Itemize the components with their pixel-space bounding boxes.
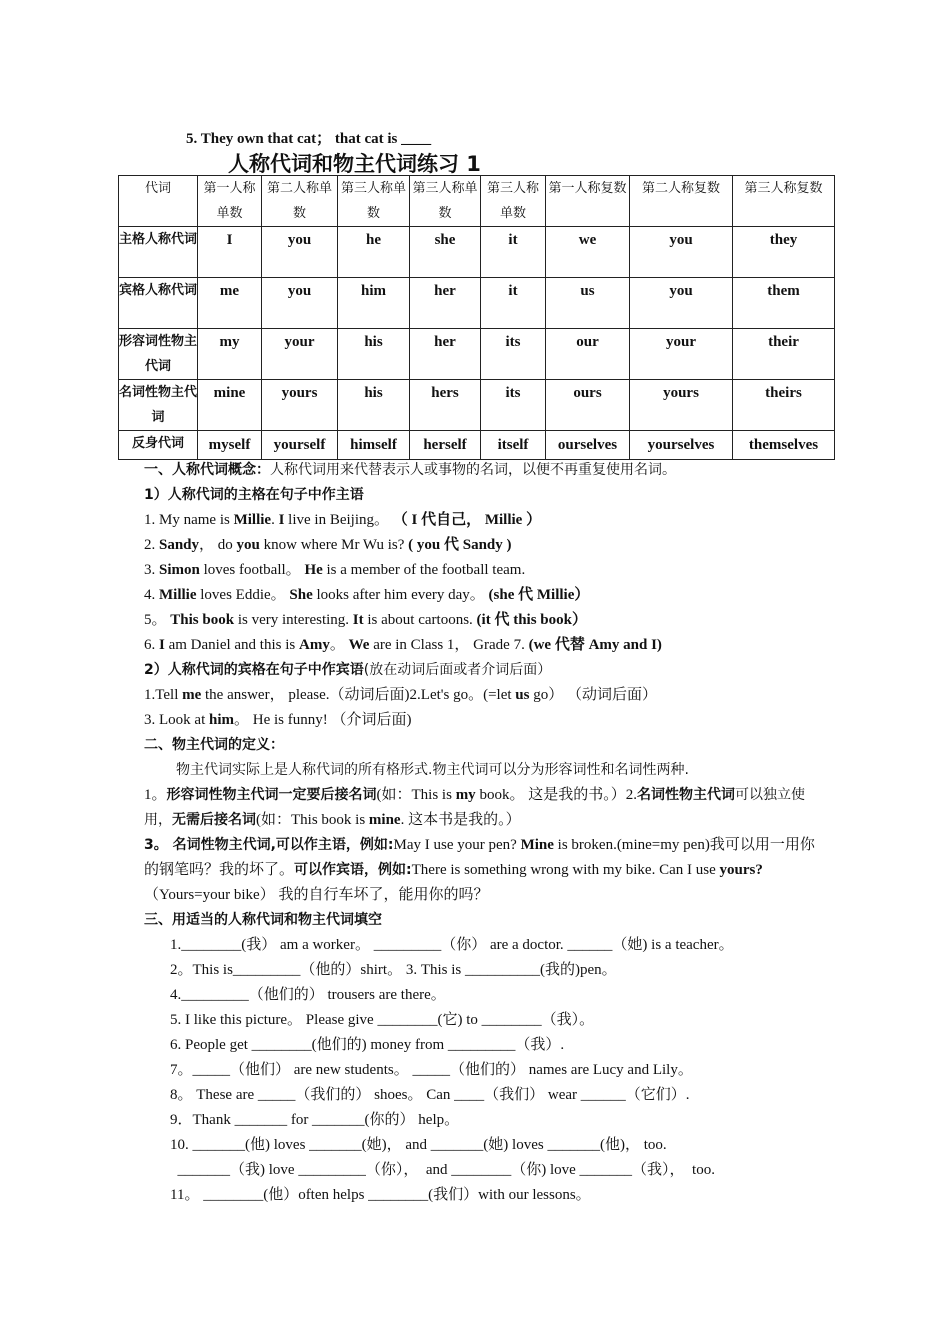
table-row (119, 380, 835, 431)
exercise-line: _______（我) love _________（你）， and ________（你) love _______（我）， too. (170, 1162, 715, 1178)
text: 3。 名词性物主代词,可以作主语，例如: (144, 837, 394, 853)
example-line (144, 508, 824, 533)
text: I (159, 637, 165, 653)
text: . (271, 512, 279, 528)
table-cell: them (733, 278, 835, 329)
table-cell: its (481, 329, 546, 380)
table-cell: I (198, 227, 262, 278)
example-line (144, 583, 824, 608)
text: (如：This book is (256, 812, 369, 828)
section3-heading: 三、用适当的人称代词和物主代词填空 (144, 912, 382, 928)
text: Sandy (159, 537, 200, 553)
text: This book (170, 612, 235, 628)
table-cell: yourself (262, 431, 338, 460)
example-line (144, 533, 824, 558)
row-label: 形容词性物主代词 (119, 329, 198, 380)
table-row (119, 431, 835, 460)
example-line (144, 633, 824, 658)
text: 4. (144, 587, 159, 603)
header-cell: 第一人称复数 (546, 176, 630, 227)
text: She (289, 587, 313, 603)
pronoun-table (118, 175, 835, 460)
exercise-line: 9．Thank _______ for _______(你的） help。 (170, 1112, 460, 1128)
text: 5。 (144, 612, 171, 628)
text: . 这本书是我的。） (400, 812, 521, 828)
table-cell: yourselves (630, 431, 733, 460)
text: Millie (159, 587, 197, 603)
text: 1. My name is (144, 512, 234, 528)
table-row (119, 329, 835, 380)
table-row (119, 278, 835, 329)
example-line (144, 683, 824, 708)
text: looks after him every day。 (312, 587, 489, 603)
table-cell: we (546, 227, 630, 278)
text: the answer， please.（动词后面)2.Let's go。(=let (201, 687, 516, 703)
text: is very interesting. (234, 612, 353, 628)
text: my (455, 787, 476, 803)
table-cell: she (410, 227, 481, 278)
example-line (144, 708, 824, 733)
table-cell: his (338, 380, 410, 431)
table-row (119, 227, 835, 278)
header-cell: 代词 (119, 176, 198, 227)
text: ( you 代 Sandy ) (408, 537, 512, 553)
text: (we 代替 Amy and I) (528, 637, 662, 653)
table-cell: himself (338, 431, 410, 460)
row-label: 名词性物主代词 (119, 380, 198, 431)
table-cell: her (410, 278, 481, 329)
text: me (182, 687, 202, 703)
text: go） （动词后面） (529, 687, 657, 703)
table-cell: him (338, 278, 410, 329)
table-cell: you (630, 278, 733, 329)
text: mine (368, 812, 401, 828)
table-cell: myself (198, 431, 262, 460)
exercise-line: 7。_____（他们） are new students。 _____（他们的） names are Lucy and Lily。 (170, 1062, 693, 1078)
example-line (144, 608, 824, 633)
text: loves football。 (199, 562, 305, 578)
exercise-line: 1.________(我） am a worker。 _________（你） are a doctor. ______（她) is a teacher。 (170, 937, 734, 953)
text: are in Class 1， Grade 7. (369, 637, 529, 653)
text: am Daniel and this is (164, 637, 299, 653)
header-cell: 第三人称单数 (481, 176, 546, 227)
table-cell: you (262, 278, 338, 329)
text: is broken.(mine=my pen)我可以用一用你的钢笔吗？我的坏了。 (144, 837, 815, 878)
row-label: 主格人称代词 (119, 227, 198, 278)
text: We (348, 637, 370, 653)
table-cell: themselves (733, 431, 835, 460)
text: 6. (144, 637, 159, 653)
table-cell: mine (198, 380, 262, 431)
table-cell: it (481, 227, 546, 278)
text: 形容词性物主代词一定要后接名词 (166, 787, 377, 803)
example-line (144, 558, 824, 583)
table-cell: itself (481, 431, 546, 460)
previous-exercise-line: 5. They own that cat； that cat is ____ (186, 131, 432, 147)
exercise-line: 4._________（他们的） trousers are there。 (170, 987, 446, 1003)
text: 1.Tell (144, 687, 183, 703)
text: (如：This is (376, 787, 456, 803)
text: 无需后接名词 (172, 812, 256, 828)
text: 3. (144, 562, 159, 578)
text: him (209, 712, 235, 728)
text: I (278, 512, 285, 528)
text: Simon (159, 562, 200, 578)
table-cell: ours (546, 380, 630, 431)
table-cell: us (546, 278, 630, 329)
text: Millie (233, 512, 272, 528)
section2-heading-line (144, 733, 824, 758)
table-cell: you (630, 227, 733, 278)
text: Amy (299, 637, 330, 653)
paragraph (144, 833, 824, 908)
text: 可以作宾语，例如: (294, 862, 412, 878)
text: 物主代词实际上是人称代词的所有格形式.物主代词可以分为形容词性和名词性两种. (176, 762, 689, 778)
table-cell: he (338, 227, 410, 278)
header-cell: 第三人称单数 (338, 176, 410, 227)
table-cell: yours (262, 380, 338, 431)
sub-heading: 2）人称代词的宾格在句子中作宾语 (144, 662, 364, 678)
exercise-line: 8。 These are _____（我们的） shoes。 Can ____（我们） wear ______（它们）. (170, 1087, 690, 1103)
page-title: 人称代词和物主代词练习 1 (228, 152, 481, 176)
table-cell: its (481, 380, 546, 431)
exercise-line: 10. _______(他) loves _______(她)， and _______(她) loves _______(他)， too. (170, 1137, 667, 1153)
text: 1。 (144, 787, 167, 803)
section3-heading-line (144, 908, 824, 933)
table-cell: herself (410, 431, 481, 460)
text: There is something wrong with my bike. Can I use (411, 862, 720, 878)
text: (she 代 Millie） (488, 587, 590, 603)
table-cell: it (481, 278, 546, 329)
text: 可以独立使用， (144, 787, 805, 828)
table-cell: ourselves (546, 431, 630, 460)
exercise-line: 5. I like this picture。 Please give ________(它) to ________（我）。 (170, 1012, 595, 1028)
text: 2. (144, 537, 159, 553)
header-cell: 第三人称复数 (733, 176, 835, 227)
section1-heading-rest: 人称代词用来代替表示人或事物的名词，以便不再重复使用名词。 (270, 462, 676, 478)
exercise-line: 2。This is_________（他的）shirt。 3. This is __________(我的)pen。 (170, 962, 617, 978)
table-cell: me (198, 278, 262, 329)
row-label: 反身代词 (119, 431, 198, 460)
table-cell: your (262, 329, 338, 380)
text: loves Eddie。 (196, 587, 290, 603)
table-cell: hers (410, 380, 481, 431)
section2-heading: 二、物主代词的定义： (144, 737, 284, 753)
text: us (515, 687, 530, 703)
text: May I use your pen? (393, 837, 521, 853)
text: (it 代 this book） (476, 612, 587, 628)
text: （Yours=your bike） 我的自行车坏了，能用你的吗？ (144, 887, 489, 903)
text: （ I 代自己， Millie ） (392, 512, 542, 528)
table-cell: they (733, 227, 835, 278)
text: yours? (719, 862, 763, 878)
table-cell: my (198, 329, 262, 380)
text: He (304, 562, 323, 578)
header-cell: 第二人称单数 (262, 176, 338, 227)
text: 。 (329, 637, 349, 653)
table-header-row (119, 176, 835, 227)
text: is a member of the football team. (322, 562, 526, 578)
text: you (236, 537, 260, 553)
row-label: 宾格人称代词 (119, 278, 198, 329)
text: know where Mr Wu is? (259, 537, 409, 553)
text: 3. Look at (144, 712, 209, 728)
table-cell: our (546, 329, 630, 380)
paragraph (144, 783, 824, 833)
definition-line (144, 758, 824, 783)
text: 。 He is funny! （介词后面) (234, 712, 412, 728)
table-cell: theirs (733, 380, 835, 431)
exercise-line: 6. People get ________(他们的) money from _________（我）. (170, 1037, 565, 1053)
table-cell: yours (630, 380, 733, 431)
text: (放在动词后面或者介词后面） (363, 662, 552, 678)
section1-heading-line (144, 458, 824, 483)
header-cell: 第一人称单数 (198, 176, 262, 227)
header-cell: 第三人称单数 (410, 176, 481, 227)
header-cell: 第二人称复数 (630, 176, 733, 227)
table-cell: your (630, 329, 733, 380)
text: live in Beijing。 (284, 512, 393, 528)
section1-sub2 (144, 658, 824, 683)
exercise-line: 11。 ________(他）often helps ________(我们）with our lessons。 (170, 1187, 591, 1203)
text: book。 这是我的书。）2. (475, 787, 637, 803)
table-cell: their (733, 329, 835, 380)
text: is about cartoons. (363, 612, 477, 628)
section1-sub1 (144, 483, 824, 508)
document-body (144, 458, 824, 1208)
text: 名词性物主代词 (636, 787, 735, 803)
text: ， do (199, 537, 237, 553)
text: Mine (520, 837, 554, 853)
table-cell: you (262, 227, 338, 278)
table-cell: her (410, 329, 481, 380)
table-cell: his (338, 329, 410, 380)
text: It (352, 612, 364, 628)
sub-heading: 1）人称代词的主格在句子中作主语 (144, 487, 364, 503)
section1-heading: 一、人称代词概念： (144, 462, 270, 478)
